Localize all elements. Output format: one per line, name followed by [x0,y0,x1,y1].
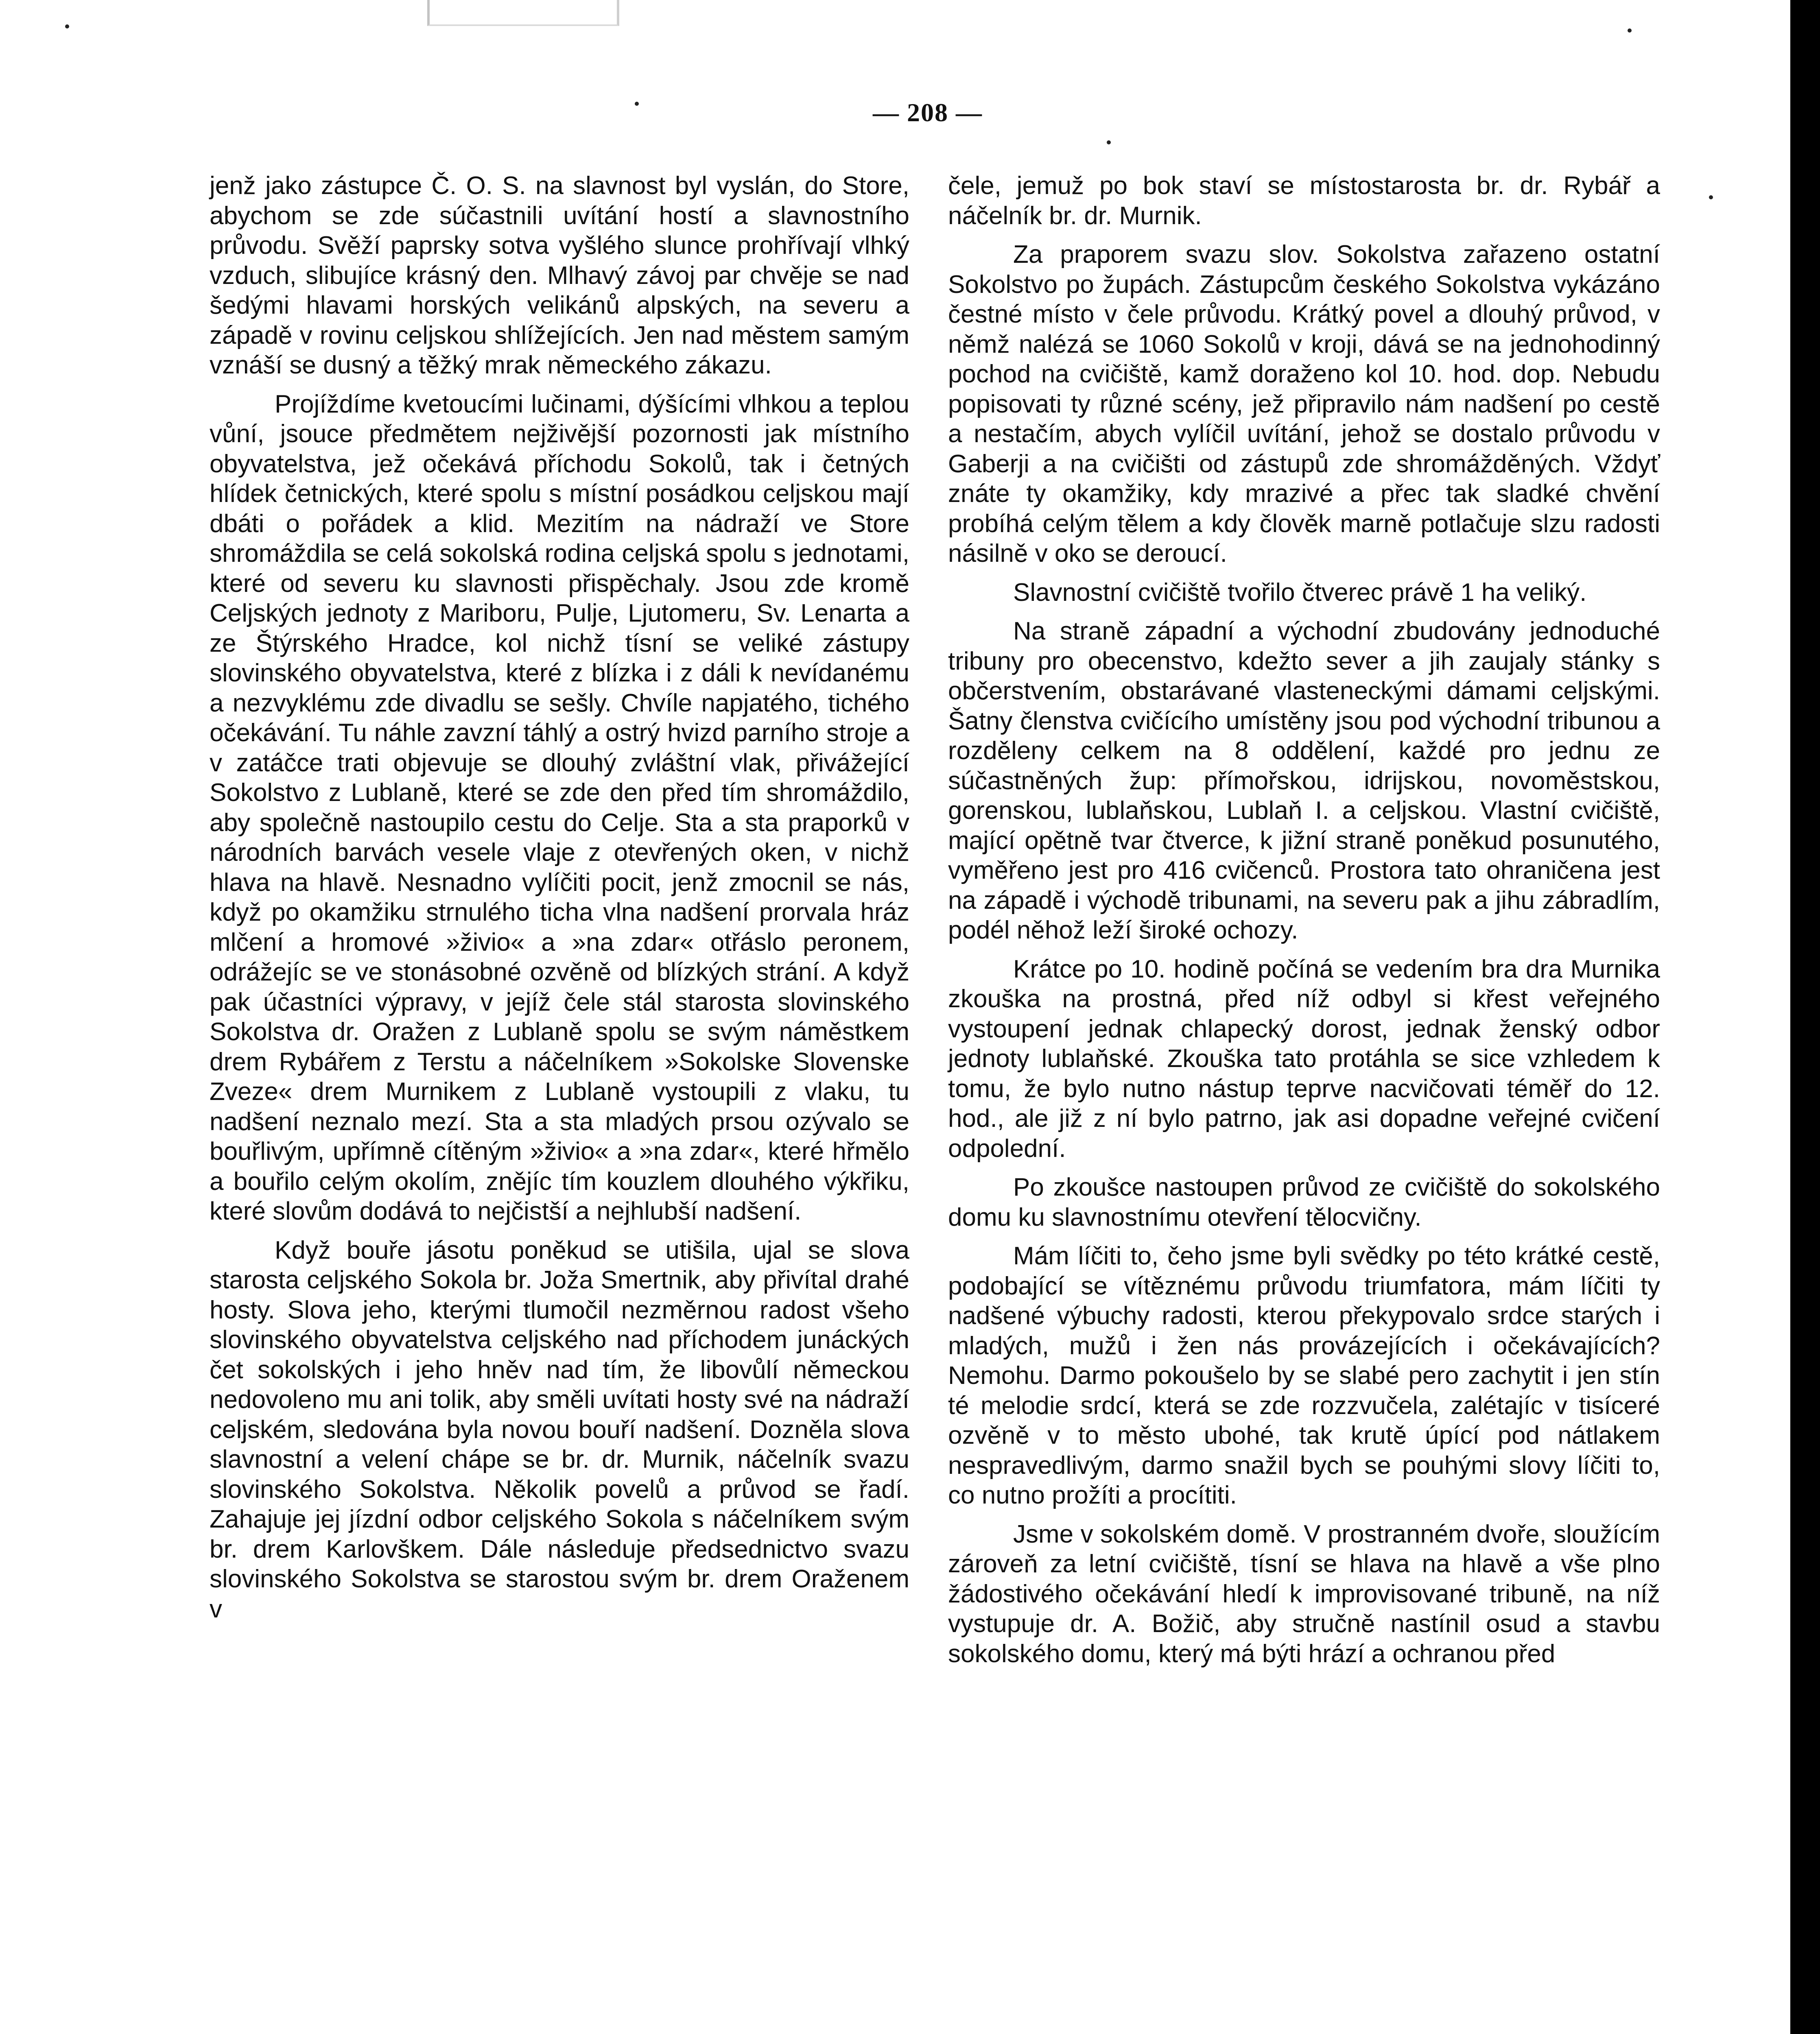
right-column [948,171,1660,1678]
paragraph: čele, jemuž po bok staví se místostarosta br. dr. Rybář a náčelník br. dr. Murnik. [948,172,1660,230]
paragraph: Za praporem svazu slov. Sokolstva zařazeno ostatní Sokolstvo po župách. Zástupcům českého Sokolstva vykázáno čestné místo v čele průvodu. Krátký povel a dlouhý průvod, v němž nalézá se 1060 Sokolů v kroji, dává se na jednohodinný pochod na cvičiště, kamž doraženo kol 10. hod. dop. Nebudu popisovati ty různé scény, jež připravilo nám nadšení po cestě a nestačím, abych vylíčil uvítání, jehož se dostalo průvodu v Gaberji a na cvičišti od zástupů zde shromážděných. Vždyť znáte ty okamžiky, kdy mrazivé a přec tak sladké chvění probíhá celým tělem a kdy člověk marně potlačuje slzu radosti násilně v oko se deroucí. [948,240,1660,567]
scan-speck [1628,28,1632,33]
paragraph: Jsme v sokolském domě. V prostranném dvoře, sloužícím zároveň za letní cvičiště, tísní se hlava na hlavě a vše plno žádostivého očekávání hledí k improvisované tribuně, na níž vystupuje dr. A. Božič, aby stručně nastínil osud a stavbu sokolského domu, který má býti hrází a ochranou před [948,1520,1660,1668]
scan-border [1790,0,1820,2034]
scan-speck [635,102,639,106]
paragraph: Projíždíme kvetoucími lučinami, dýšícími vlhkou a teplou vůní, jsouce předmětem nejživější pozornosti jak místního obyvatelstva, jež očekává příchodu Sokolů, tak i četných hlídek četnických, které spolu s místní posádkou celjskou mají dbáti o pořádek a klid. Mezitím na nádraží ve Store shromáždila se celá sokolská rodina celjská spolu s jednotami, které od severu ku slavnosti přispěchaly. Jsou zde kromě Celjských jednoty z Mariboru, Pulje, Ljutomeru, Sv. Lenarta a ze Štýrského Hradce, kol nichž tísní se veliké zástupy slovinského obyvatelstva, které z blízka i z dáli k nevídanému a nezvyklému zde divadlu se sešly. Chvíle napjatého, tichého očekávání. Tu náhle zavzní táhlý a ostrý hvizd parního stroje a v zatáčce trati objevuje se dlouhý zvláštní vlak, přivážející Sokolstvo z Lublaně, které se zde den před tím shromáždilo, aby společně nastoupilo cestu do Celje. Sta a sta praporků v národních barvách vesele vlaje z otevřených oken, v nichž hlava na hlavě. Nesnadno vylíčiti pocit, jenž zmocnil se nás, když po okamžiku strnulého ticha vlna nadšení prorvala hráz mlčení a hromové »živio« a »na zdar« otřáslo peronem, odrážejíc se ve stonásobné ozvěně od blízkých strání. A když pak účastníci výpravy, v jejíž čele stál starosta slovinského Sokolstva dr. Oražen z Lublaně spolu se svým náměstkem drem Rybářem z Terstu a náčelníkem »Sokolske Slovenske Zveze« drem Murnikem z Lublaně vystoupili z vlaku, tu nadšení neznalo mezí. Sta a sta mladých prsou ozývalo se bouřlivým, upřímně cítěným »živio« a »na zdar«, které hřmělo a bouřilo celým okolím, znějíc tím kouzlem dlouhého výkřiku, které slovům dodává to nejčistší a nejhlubší nadšení. [210,390,909,1225]
paragraph: Když bouře jásotu poněkud se utišila, ujal se slova starosta celjského Sokola br. Joža Smertnik, aby přivítal drahé hosty. Slova jeho, kterými tlumočil nezměrnou radost všeho slovinského obyvatelstva celjského nad příchodem junáckých čet sokolských i jeho hněv nad tím, že libovůlí německou nedovoleno mu ani tolik, aby směli uvítati hosty své na nádraží celjském, sledována byla novou bouří nadšení. Dozněla slova slavnostní a velení chápe se br. dr. Murnik, náčelník svazu slovinského Sokolstva. Několik povelů a průvod se řadí. Zahajuje jej jízdní odbor celjského Sokola s náčelníkem svým br. drem Karlovškem. Dále následuje předsednictvo svazu slovinského Sokolstva se starostou svým br. drem Oraženem v [210,1236,909,1623]
scan-speck [1709,195,1713,199]
paragraph: Slavnostní cvičiště tvořilo čtverec právě 1 ha veliký. [1013,578,1587,607]
scan-artifact [427,0,619,26]
paragraph: Na straně západní a východní zbudovány jednoduché tribuny pro obecenstvo, kdežto sever a jih zaujaly stánky s občerstvením, obstarávané vlasteneckými dámami celjskými. Šatny členstva cvičícího umístěny jsou pod východní tribunou a rozděleny celkem na 8 oddělení, každé pro jednu ze súčastněných žup: přímořskou, idrijskou, novoměstskou, gorenskou, lublaňskou, Lublaň I. a celjskou. Vlastní cvičiště, mající opětně tvar čtverce, k jižní straně poněkud posunutého, vyměřeno jest pro 416 cvičenců. Prostora tato ohraničena jest na západě i východě tribunami, na severu pak a jihu zábradlím, podél něhož leží široké ochozy. [948,617,1660,944]
paragraph: jenž jako zástupce Č. O. S. na slavnost byl vyslán, do Store, abychom se zde súčastnili uvítání hostí a slavnostního průvodu. Svěží paprsky sotva vyšlého slunce prohřívají vlhký vzduch, slibujíce krásný den. Mlhavý závoj par chvěje se nad šedými hlavami horských velikánů alpských, na severu a západě v rovinu celjskou shlížejících. Jen nad městem samým vznáší se dusný a těžký mrak německého zákazu. [210,172,909,379]
scan-speck [1107,140,1111,144]
paragraph: Mám líčiti to, čeho jsme byli svědky po této krátké cestě, podobající se vítěznému průvodu triumfatora, mám líčiti ty nadšené výbuchy radosti, kterou překypovalo srdce starých i mladých, mužů i žen nás provázejících i očekávajících? Nemohu. Darmo pokoušelo by se slabé pero zachytit i jen stín té melodie srdcí, která se zde rozzvučela, zalétajíc v tisíceré ozvěně v to město ubohé, tak krutě úpící pod nátlakem nespravedlivým, darmo snažil bych se pouhými slovy líčiti to, co nutno prožíti a procítiti. [948,1242,1660,1509]
paragraph: Krátce po 10. hodině počíná se vedením bra dra Murnika zkouška na prostná, před níž odbyl si křest veřejného vystoupení jednak chlapecký dorost, jednak ženský odbor jednoty lublaňské. Zkouška tato protáhla se sice vzhledem k tomu, že bylo nutno nástup teprve nacvičovati téměř do 12. hod., ale již z ní bylo patrno, jak asi dopadne veřejné cvičení odpolední. [948,955,1660,1163]
left-column [210,171,909,1633]
paragraph: Po zkoušce nastoupen průvod ze cvičiště do sokolského domu ku slavnostnímu otevření tělocvičny. [948,1173,1660,1231]
scan-speck [65,24,69,28]
page-number: — 208 — [873,98,983,127]
